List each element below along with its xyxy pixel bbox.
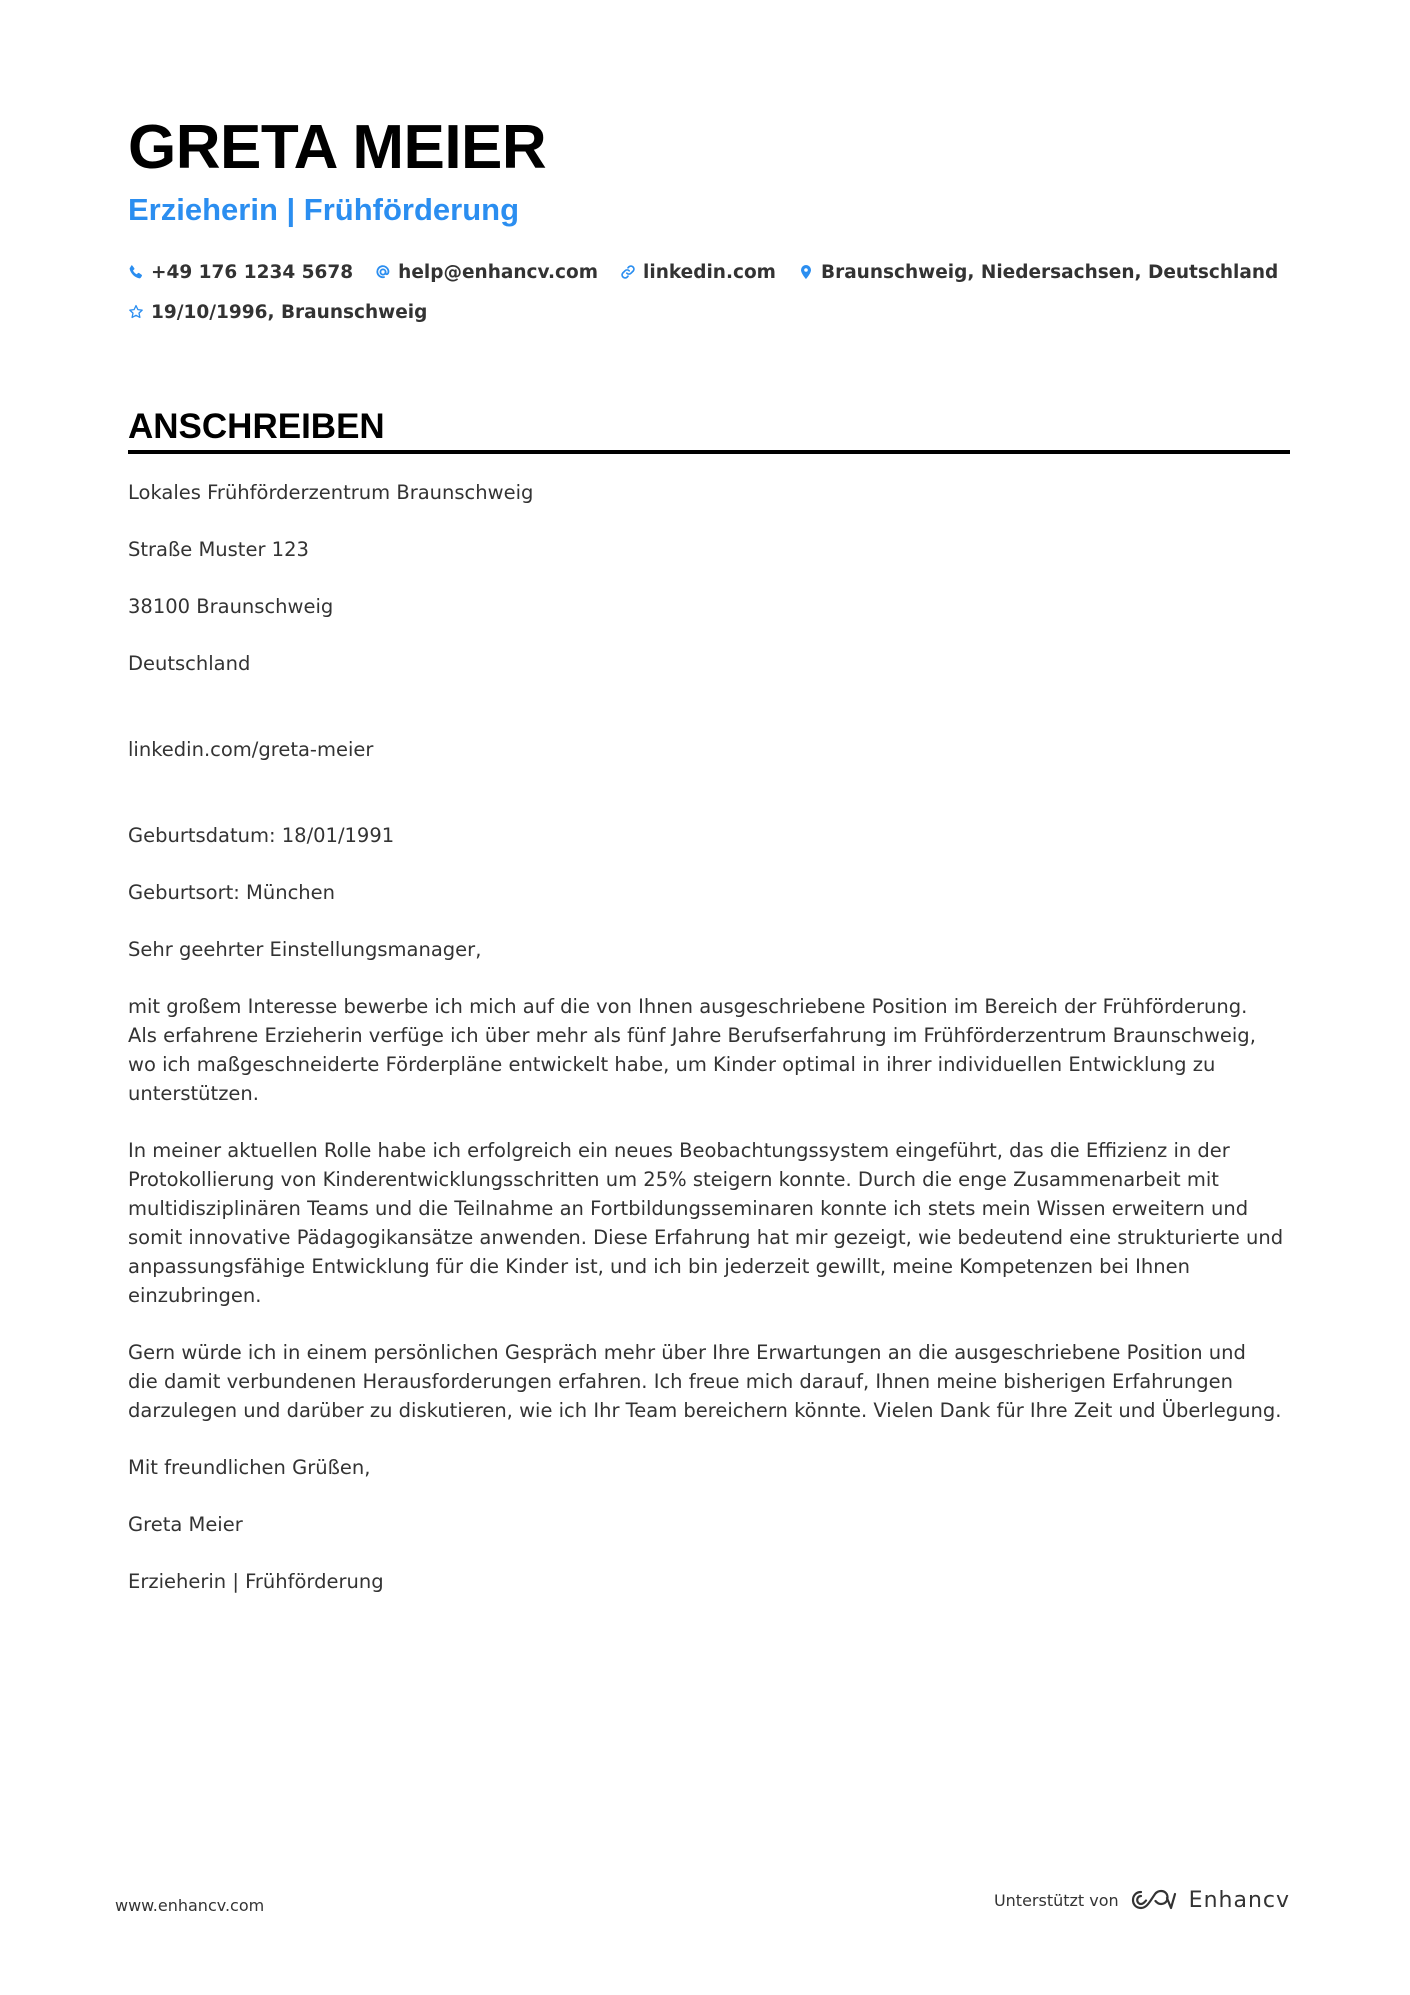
brand-wordmark: Enhancv [1188, 1887, 1290, 1913]
link-icon [620, 264, 636, 280]
applicant-title: Erzieherin | Frühförderung [128, 192, 520, 227]
text-line: somit innovative Pädagogikansätze anwenden. Diese Erfahrung hat mir gezeigt, wie bedeutend eine strukturierte und [128, 1226, 1284, 1249]
star-icon [128, 304, 144, 320]
text-line: unterstützen. [128, 1082, 259, 1105]
birthplace-line: Geburtsort: München [128, 881, 336, 904]
text-line: multidisziplinären Teams und die Teilnahme an Fortbildungsseminaren konnte ich stets mein Wissen erweitern und [128, 1197, 1249, 1220]
enhancv-logo-icon [1131, 1886, 1177, 1914]
contact-info [128, 252, 1290, 332]
text-line: In meiner aktuellen Rolle habe ich erfolgreich ein neues Beobachtungssystem eingeführt, das die Effizienz in der [128, 1139, 1230, 1162]
birth-text: 19/10/1996, Braunschweig [151, 301, 428, 323]
footer-branding [994, 1886, 1290, 1914]
recipient-line: Lokales Frühförderzentrum Braunschweig [128, 481, 534, 504]
text-line: anpassungsfähige Entwicklung für die Kinder ist, und ich bin jederzeit gewillt, meine Kompetenzen bei Ihnen [128, 1255, 1190, 1278]
text-line: die damit verbundenen Herausforderungen erfahren. Ich freue mich darauf, Ihnen meine bisherigen Erfahrungen [128, 1370, 1233, 1393]
closing: Mit freundlichen Grüßen, [128, 1456, 371, 1479]
phone-icon [128, 264, 144, 280]
birthdate-line: Geburtsdatum: 18/01/1991 [128, 824, 395, 847]
contact-row [128, 292, 1290, 332]
at-icon [375, 264, 391, 280]
contact-birth [128, 302, 427, 323]
powered-by-text: Unterstützt von [993, 1890, 1119, 1910]
text-line: mit großem Interesse bewerbe ich mich auf die von Ihnen ausgeschriebene Position im Bereich der Frühförderung. [128, 995, 1248, 1018]
phone-text: +49 176 1234 5678 [151, 261, 354, 283]
salutation: Sehr geehrter Einstellungsmanager, [128, 938, 482, 961]
contact-phone[interactable] [128, 262, 353, 283]
email-text: help@enhancv.com [398, 261, 599, 283]
linkedin-text: linkedin.com [643, 261, 776, 283]
recipient-line: Deutschland [128, 652, 251, 675]
paragraph-1 [128, 992, 1290, 1108]
text-line: Protokollierung von Kinderentwicklungsschritten um 25% steigern konnte. Durch die enge Zusammenarbeit mit [128, 1168, 1219, 1191]
paragraph-3 [128, 1338, 1290, 1425]
recipient-line: 38100 Braunschweig [128, 595, 334, 618]
linkedin-url[interactable]: linkedin.com/greta-meier [128, 738, 374, 761]
section-heading: ANSCHREIBEN [128, 404, 1290, 454]
signature-title: Erzieherin | Frühförderung [128, 1570, 384, 1593]
text-line: einzubringen. [128, 1284, 262, 1307]
letter-body [128, 478, 1290, 1596]
signature-name: Greta Meier [128, 1513, 243, 1536]
applicant-name: GRETA MEIER [128, 113, 547, 182]
text-line: wo ich maßgeschneiderte Förderpläne entwickelt habe, um Kinder optimal in ihrer individuellen Entwicklung zu [128, 1053, 1216, 1076]
contact-row [128, 252, 1290, 292]
text-line: Als erfahrene Erzieherin verfüge ich über mehr als fünf Jahre Berufserfahrung im Frühförderzentrum Braunschweig, [128, 1024, 1256, 1047]
location-pin-icon [798, 264, 814, 280]
contact-linkedin[interactable] [620, 262, 776, 283]
text-line: Gern würde ich in einem persönlichen Gespräch mehr über Ihre Erwartungen an die ausgeschriebene Position und [128, 1341, 1246, 1364]
contact-email[interactable] [375, 262, 598, 283]
contact-location [798, 262, 1278, 283]
paragraph-2 [128, 1136, 1290, 1310]
footer-website[interactable]: www.enhancv.com [115, 1896, 265, 1915]
recipient-line: Straße Muster 123 [128, 538, 309, 561]
text-line: darzulegen und darüber zu diskutieren, wie ich Ihr Team bereichern könnte. Vielen Dank für Ihre Zeit und Überlegung. [128, 1399, 1282, 1422]
location-text: Braunschweig, Niedersachsen, Deutschland [820, 261, 1279, 283]
